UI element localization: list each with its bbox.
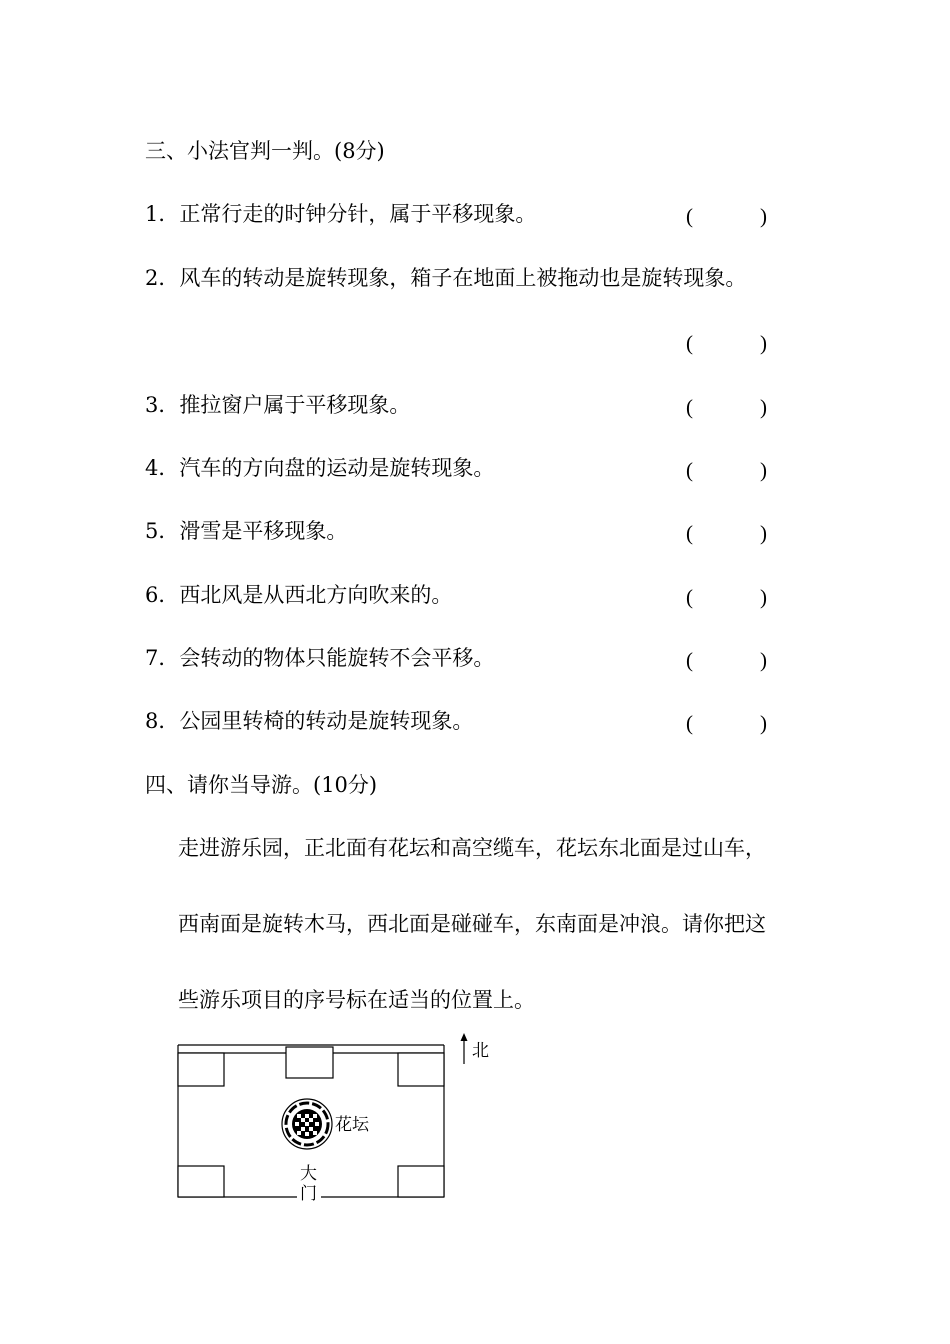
- flowerbed-icon: [282, 1099, 332, 1149]
- answer-paren-open: (: [686, 458, 693, 482]
- answer-paren-close: ): [760, 521, 767, 545]
- answer-paren-open: (: [686, 204, 693, 228]
- answer-paren-open: (: [686, 521, 693, 545]
- plot-southeast: [398, 1166, 444, 1197]
- question-text: 推拉窗户属于平移现象。: [179, 393, 411, 417]
- answer-paren-close: ): [760, 331, 767, 355]
- question-2: [145, 265, 746, 291]
- plot-northeast: [398, 1053, 444, 1086]
- answer-paren-open: (: [686, 648, 693, 672]
- question-number: 7．: [145, 646, 180, 670]
- answer-paren-close: ): [760, 204, 767, 228]
- answer-paren-close: ): [760, 648, 767, 672]
- question-text: 公园里转椅的转动是旋转现象。: [179, 709, 474, 733]
- question-number: 5．: [145, 519, 180, 543]
- north-arrow-icon: [461, 1033, 468, 1064]
- answer-paren-close: ): [760, 711, 767, 735]
- north-label: 北: [472, 1041, 489, 1061]
- answer-paren-close: ): [760, 458, 767, 482]
- answer-paren-close: ): [760, 395, 767, 419]
- answer-paren-close: ): [760, 585, 767, 609]
- paragraph-line-1: 走进游乐园，正北面有花坛和高空缆车，花坛东北面是过山车，: [178, 836, 766, 860]
- question-number: 6．: [145, 583, 180, 607]
- question-3: [145, 392, 410, 418]
- answer-paren-open: (: [686, 711, 693, 735]
- question-number: 3．: [145, 393, 180, 417]
- question-5: [145, 518, 347, 544]
- question-number: 1．: [145, 202, 180, 226]
- question-4: [145, 455, 494, 481]
- question-text: 滑雪是平移现象。: [179, 519, 348, 543]
- plot-northwest: [178, 1053, 224, 1086]
- question-7: [145, 645, 494, 671]
- question-8: [145, 708, 473, 734]
- question-1: [145, 201, 536, 227]
- flowerbed-label: 花坛: [335, 1115, 369, 1135]
- plot-southwest: [178, 1166, 224, 1197]
- section3-title: 三、小法官判一判。(8分): [145, 139, 385, 163]
- question-text: 汽车的方向盘的运动是旋转现象。: [179, 456, 495, 480]
- question-text: 会转动的物体只能旋转不会平移。: [179, 646, 495, 670]
- question-text: 正常行走的时钟分针，属于平移现象。: [179, 202, 537, 226]
- question-number: 2．: [145, 266, 180, 290]
- gate-label: 门: [300, 1184, 317, 1204]
- plot-north: [286, 1047, 333, 1078]
- paragraph-line-2: 西南面是旋转木马，西北面是碰碰车，东南面是冲浪。请你把这: [178, 912, 766, 936]
- gate-label: 大: [300, 1164, 317, 1184]
- question-text: 风车的转动是旋转现象，箱子在地面上被拖动也是旋转现象。: [179, 266, 747, 290]
- question-number: 4．: [145, 456, 180, 480]
- park-map: [176, 1032, 506, 1207]
- answer-paren-open: (: [686, 395, 693, 419]
- answer-paren-open: (: [686, 585, 693, 609]
- question-number: 8．: [145, 709, 180, 733]
- section4-title: 四、请你当导游。(10分): [145, 773, 378, 797]
- answer-paren-open: (: [686, 331, 693, 355]
- question-6: [145, 582, 452, 608]
- paragraph-line-3: 些游乐项目的序号标在适当的位置上。: [178, 988, 535, 1012]
- question-text: 西北风是从西北方向吹来的。: [179, 583, 453, 607]
